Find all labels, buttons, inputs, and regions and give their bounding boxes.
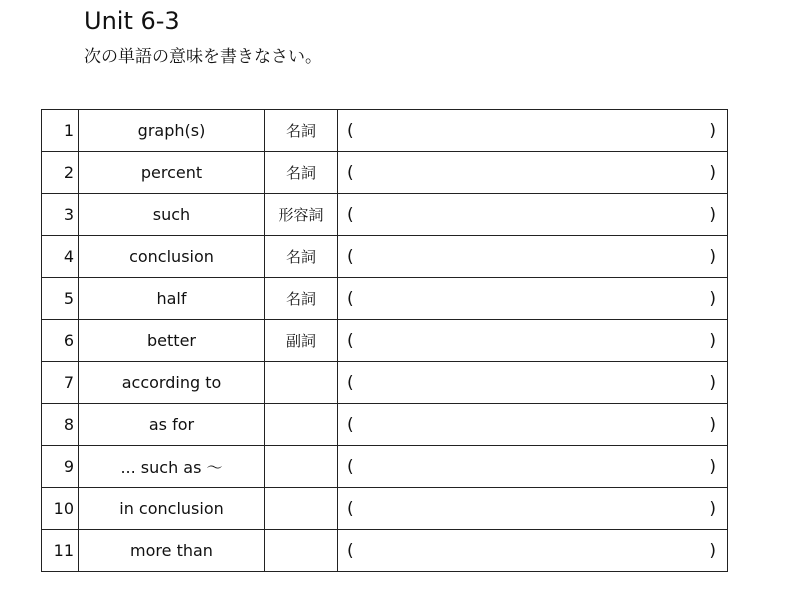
close-paren: ) [709, 204, 716, 225]
answer-blank[interactable] [338, 278, 728, 320]
row-number: 2 [42, 152, 79, 194]
open-paren: ( [347, 372, 354, 393]
close-paren: ) [709, 540, 716, 561]
close-paren: ) [709, 246, 716, 267]
vocab-word: more than [79, 530, 265, 572]
row-number: 11 [42, 530, 79, 572]
answer-blank[interactable] [338, 362, 728, 404]
close-paren: ) [709, 414, 716, 435]
table-row [42, 362, 728, 404]
answer-blank[interactable] [338, 236, 728, 278]
close-paren: ) [709, 330, 716, 351]
vocab-word: better [79, 320, 265, 362]
answer-blank[interactable] [338, 152, 728, 194]
vocab-word: such [79, 194, 265, 236]
row-number: 1 [42, 110, 79, 152]
answer-blank[interactable] [338, 404, 728, 446]
vocab-word: conclusion [79, 236, 265, 278]
table-row [42, 278, 728, 320]
table-row [42, 404, 728, 446]
vocab-word: as for [79, 404, 265, 446]
part-of-speech: 副詞 [265, 320, 338, 362]
open-paren: ( [347, 540, 354, 561]
table-row [42, 110, 728, 152]
part-of-speech [265, 362, 338, 404]
answer-blank[interactable] [338, 446, 728, 488]
row-number: 8 [42, 404, 79, 446]
open-paren: ( [347, 120, 354, 141]
answer-blank[interactable] [338, 530, 728, 572]
open-paren: ( [347, 414, 354, 435]
part-of-speech [265, 530, 338, 572]
vocab-word: half [79, 278, 265, 320]
table-row [42, 194, 728, 236]
part-of-speech: 名詞 [265, 278, 338, 320]
open-paren: ( [347, 246, 354, 267]
row-number: 10 [42, 488, 79, 530]
table-row [42, 488, 728, 530]
close-paren: ) [709, 372, 716, 393]
vocab-word: according to [79, 362, 265, 404]
open-paren: ( [347, 330, 354, 351]
page-title: Unit 6-3 [84, 7, 180, 35]
vocab-word: percent [79, 152, 265, 194]
row-number: 9 [42, 446, 79, 488]
open-paren: ( [347, 288, 354, 309]
instruction-text: 次の単語の意味を書きなさい。 [84, 47, 322, 67]
row-number: 7 [42, 362, 79, 404]
table-row [42, 236, 728, 278]
table-row [42, 320, 728, 362]
part-of-speech [265, 488, 338, 530]
vocab-word: ... such as ～ [79, 446, 265, 488]
table-row [42, 530, 728, 572]
part-of-speech: 名詞 [265, 152, 338, 194]
close-paren: ) [709, 162, 716, 183]
answer-blank[interactable] [338, 320, 728, 362]
part-of-speech: 形容詞 [265, 194, 338, 236]
close-paren: ) [709, 120, 716, 141]
vocab-word: in conclusion [79, 488, 265, 530]
close-paren: ) [709, 288, 716, 309]
vocab-word: graph(s) [79, 110, 265, 152]
table-row [42, 152, 728, 194]
part-of-speech: 名詞 [265, 110, 338, 152]
row-number: 3 [42, 194, 79, 236]
close-paren: ) [709, 456, 716, 477]
vocabulary-table [41, 109, 728, 572]
part-of-speech [265, 446, 338, 488]
part-of-speech: 名詞 [265, 236, 338, 278]
answer-blank[interactable] [338, 194, 728, 236]
close-paren: ) [709, 498, 716, 519]
open-paren: ( [347, 162, 354, 183]
row-number: 4 [42, 236, 79, 278]
answer-blank[interactable] [338, 488, 728, 530]
open-paren: ( [347, 456, 354, 477]
row-number: 5 [42, 278, 79, 320]
row-number: 6 [42, 320, 79, 362]
open-paren: ( [347, 204, 354, 225]
table-row [42, 446, 728, 488]
open-paren: ( [347, 498, 354, 519]
answer-blank[interactable] [338, 110, 728, 152]
part-of-speech [265, 404, 338, 446]
